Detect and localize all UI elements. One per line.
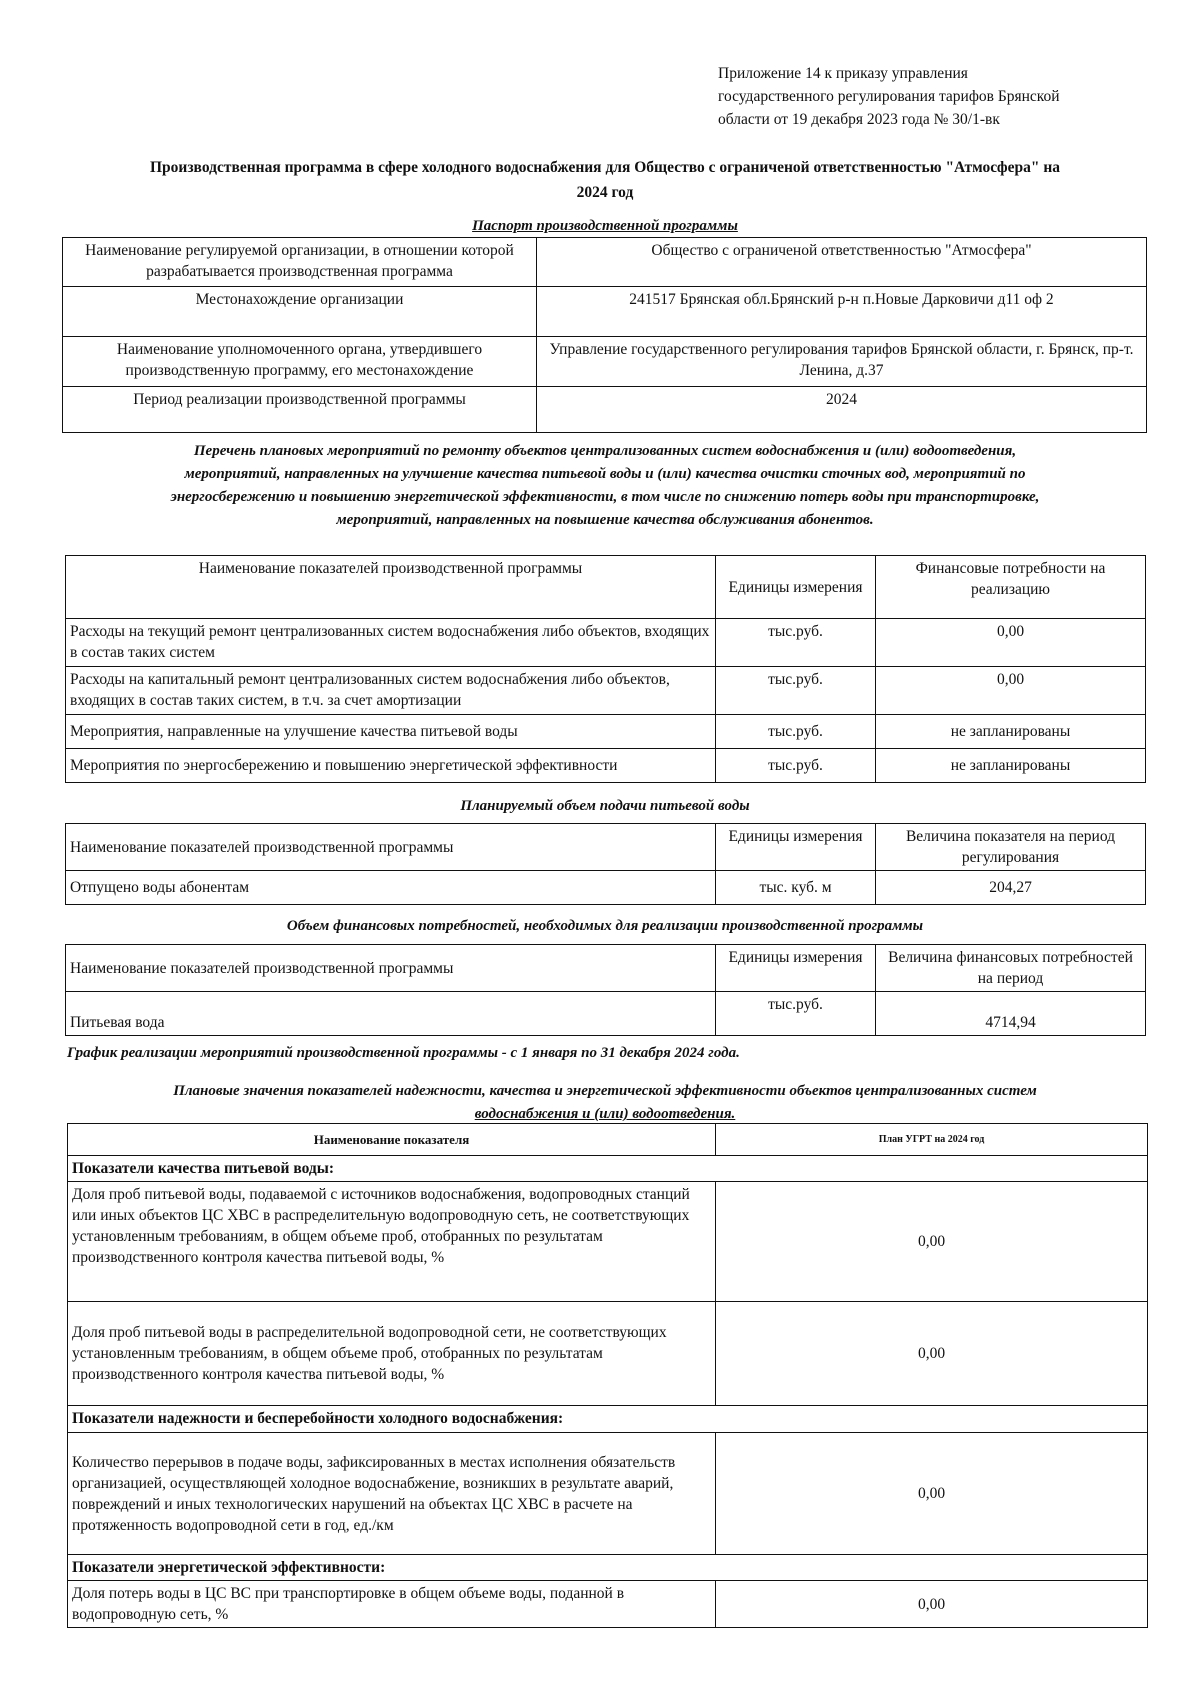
measure-unit: тыс.руб.: [716, 619, 876, 667]
indicator-value: 0,00: [716, 1302, 1148, 1406]
finance-header-row: [66, 945, 1146, 992]
table-row: [68, 1182, 1148, 1302]
volume-table: [65, 823, 1146, 905]
measure-value: не запланированы: [876, 749, 1146, 783]
indicators-table: [67, 1123, 1148, 1628]
volume-name: Отпущено воды абонентам: [66, 871, 716, 905]
column-header: Величина показателя на период регулирования: [876, 824, 1146, 871]
volume-header-row: [66, 824, 1146, 871]
measure-unit: тыс.руб.: [716, 749, 876, 783]
passport-row: [63, 337, 1147, 387]
column-header: План УГРТ на 2024 год: [716, 1124, 1148, 1156]
column-header: Величина финансовых потребностей на период: [876, 945, 1146, 992]
indicators-heading-line-2: водоснабжения и (или) водоотведения.: [474, 1106, 736, 1122]
finance-unit: тыс.руб.: [716, 992, 876, 1036]
measure-unit: тыс.руб.: [716, 715, 876, 749]
group-title: Показатели качества питьевой воды:: [68, 1156, 1148, 1182]
schedule-text: График реализации мероприятий производственной программы - с 1 января по 31 декабря 2024 года.: [67, 1045, 740, 1061]
group-row: [68, 1156, 1148, 1182]
passport-value: 2024: [537, 387, 1147, 433]
group-row: [68, 1555, 1148, 1581]
table-row: [66, 667, 1146, 715]
column-header: Наименование показателей производственной программы: [66, 824, 716, 871]
indicator-value: 0,00: [716, 1581, 1148, 1628]
measure-name: Мероприятия по энергосбережению и повышению энергетической эффективности: [66, 749, 716, 783]
table-row: [68, 1302, 1148, 1406]
volume-unit: тыс. куб. м: [716, 871, 876, 905]
table-row: [66, 619, 1146, 667]
group-row: [68, 1406, 1148, 1433]
passport-value: Общество с ограниченой ответственностью "Атмосфера": [537, 238, 1147, 287]
measures-header-row: [66, 556, 1146, 619]
measure-value: 0,00: [876, 667, 1146, 715]
passport-label: Период реализации производственной программы: [63, 387, 537, 433]
table-row: [68, 1433, 1148, 1555]
measure-unit: тыс.руб.: [716, 667, 876, 715]
passport-value: Управление государственного регулирования тарифов Брянской области, г. Брянск, пр-т. Ленина, д.37: [537, 337, 1147, 387]
indicator-name: Количество перерывов в подаче воды, зафиксированных в местах исполнения обязательств организацией, осуществляющей холодное водоснабжение, возникших в результате аварий, повреждений и иных технологических нарушений на объектах ЦС ХВС в расчете на протяженность водопроводной сети в год, ед./км: [68, 1433, 716, 1555]
document-title-line-2: 2024 год: [576, 184, 634, 201]
document-title-line-1: Производственная программа в сфере холодного водоснабжения для Общество с ограниченой ответственностью "Атмосфера" на: [149, 159, 1061, 176]
table-row: [66, 749, 1146, 783]
measures-heading-line-4: мероприятий, направленных на повышение качества обслуживания абонентов.: [336, 512, 874, 528]
annex-line-3: области от 19 декабря 2023 года № 30/1-вк: [718, 111, 1000, 128]
indicator-name: Доля проб питьевой воды в распределительной водопроводной сети, не соответствующих установленным требованиям, в общем объеме проб, отобранных по результатам производственного контроля качества питьевой воды, %: [68, 1302, 716, 1406]
annex-header: [718, 62, 1138, 131]
indicators-heading-line-1: Плановые значения показателей надежности, качества и энергетической эффективности объектов централизованных систем: [173, 1083, 1037, 1099]
measure-value: не запланированы: [876, 715, 1146, 749]
finance-heading: Объем финансовых потребностей, необходимых для реализации производственной программы: [286, 918, 924, 934]
column-header: Финансовые потребности на реализацию: [876, 556, 1146, 619]
measure-name: Мероприятия, направленные на улучшение качества питьевой воды: [66, 715, 716, 749]
passport-row: [63, 387, 1147, 433]
indicator-value: 0,00: [716, 1182, 1148, 1302]
column-header: Наименование показателей производственной программы: [66, 556, 716, 619]
passport-label: Местонахождение организации: [63, 287, 537, 337]
volume-heading: Планируемый объем подачи питьевой воды: [460, 798, 750, 814]
column-header: Наименование показателя: [68, 1124, 716, 1156]
finance-table: [65, 944, 1146, 1036]
column-header: Единицы измерения: [716, 945, 876, 992]
indicator-value: 0,00: [716, 1433, 1148, 1555]
annex-line-1: Приложение 14 к приказу управления: [718, 65, 968, 82]
table-row: [66, 715, 1146, 749]
volume-value: 204,27: [876, 871, 1146, 905]
measure-name: Расходы на капитальный ремонт централизованных систем водоснабжения либо объектов, входящих в состав таких систем, в т.ч. за счет амортизации: [66, 667, 716, 715]
passport-label: Наименование уполномоченного органа, утвердившего производственную программу, его местонахождение: [63, 337, 537, 387]
finance-name: Питьевая вода: [66, 992, 716, 1036]
measures-heading-line-3: энергосбережению и повышению энергетической эффективности, в том числе по снижению потерь воды при транспортировке,: [170, 489, 1040, 505]
measures-table: [65, 555, 1146, 783]
finance-value: 4714,94: [876, 992, 1146, 1036]
measure-name: Расходы на текущий ремонт централизованных систем водоснабжения либо объектов, входящих в состав таких систем: [66, 619, 716, 667]
measures-heading-line-2: мероприятий, направленных на улучшение качества питьевой воды и (или) качества очистки сточных вод, мероприятий по: [184, 466, 1026, 482]
indicators-heading: [60, 1080, 1150, 1126]
passport-value: 241517 Брянская обл.Брянский р-н п.Новые Дарковичи д11 оф 2: [537, 287, 1147, 337]
measures-heading-line-1: Перечень плановых мероприятий по ремонту объектов централизованных систем водоснабжения и (или) водоотведения,: [193, 443, 1017, 459]
passport-heading: Паспорт производственной программы: [472, 218, 738, 234]
column-header: Наименование показателей производственной программы: [66, 945, 716, 992]
indicators-header-row: [68, 1124, 1148, 1156]
column-header: Единицы измерения: [716, 556, 876, 619]
measure-value: 0,00: [876, 619, 1146, 667]
table-row: [66, 992, 1146, 1036]
indicator-name: Доля проб питьевой воды, подаваемой с источников водоснабжения, водопроводных станций или иных объектов ЦС ХВС в распределительную водопроводную сеть, не соответствующих установленным требованиям, в общем объеме проб, отобранных по результатам производственного контроля качества питьевой воды, %: [68, 1182, 716, 1302]
document-title: [60, 155, 1150, 205]
group-title: Показатели энергетической эффективности:: [68, 1555, 1148, 1581]
indicator-name: Доля потерь воды в ЦС ВС при транспортировке в общем объеме воды, поданной в водопроводную сеть, %: [68, 1581, 716, 1628]
table-row: [68, 1581, 1148, 1628]
table-row: [66, 871, 1146, 905]
passport-row: [63, 287, 1147, 337]
column-header: Единицы измерения: [716, 824, 876, 871]
measures-heading: [60, 440, 1150, 532]
passport-table: [62, 237, 1147, 433]
passport-row: [63, 238, 1147, 287]
group-title: Показатели надежности и бесперебойности холодного водоснабжения:: [68, 1406, 1148, 1433]
passport-label: Наименование регулируемой организации, в отношении которой разрабатывается производственная программа: [63, 238, 537, 287]
annex-line-2: государственного регулирования тарифов Брянской: [718, 88, 1060, 105]
